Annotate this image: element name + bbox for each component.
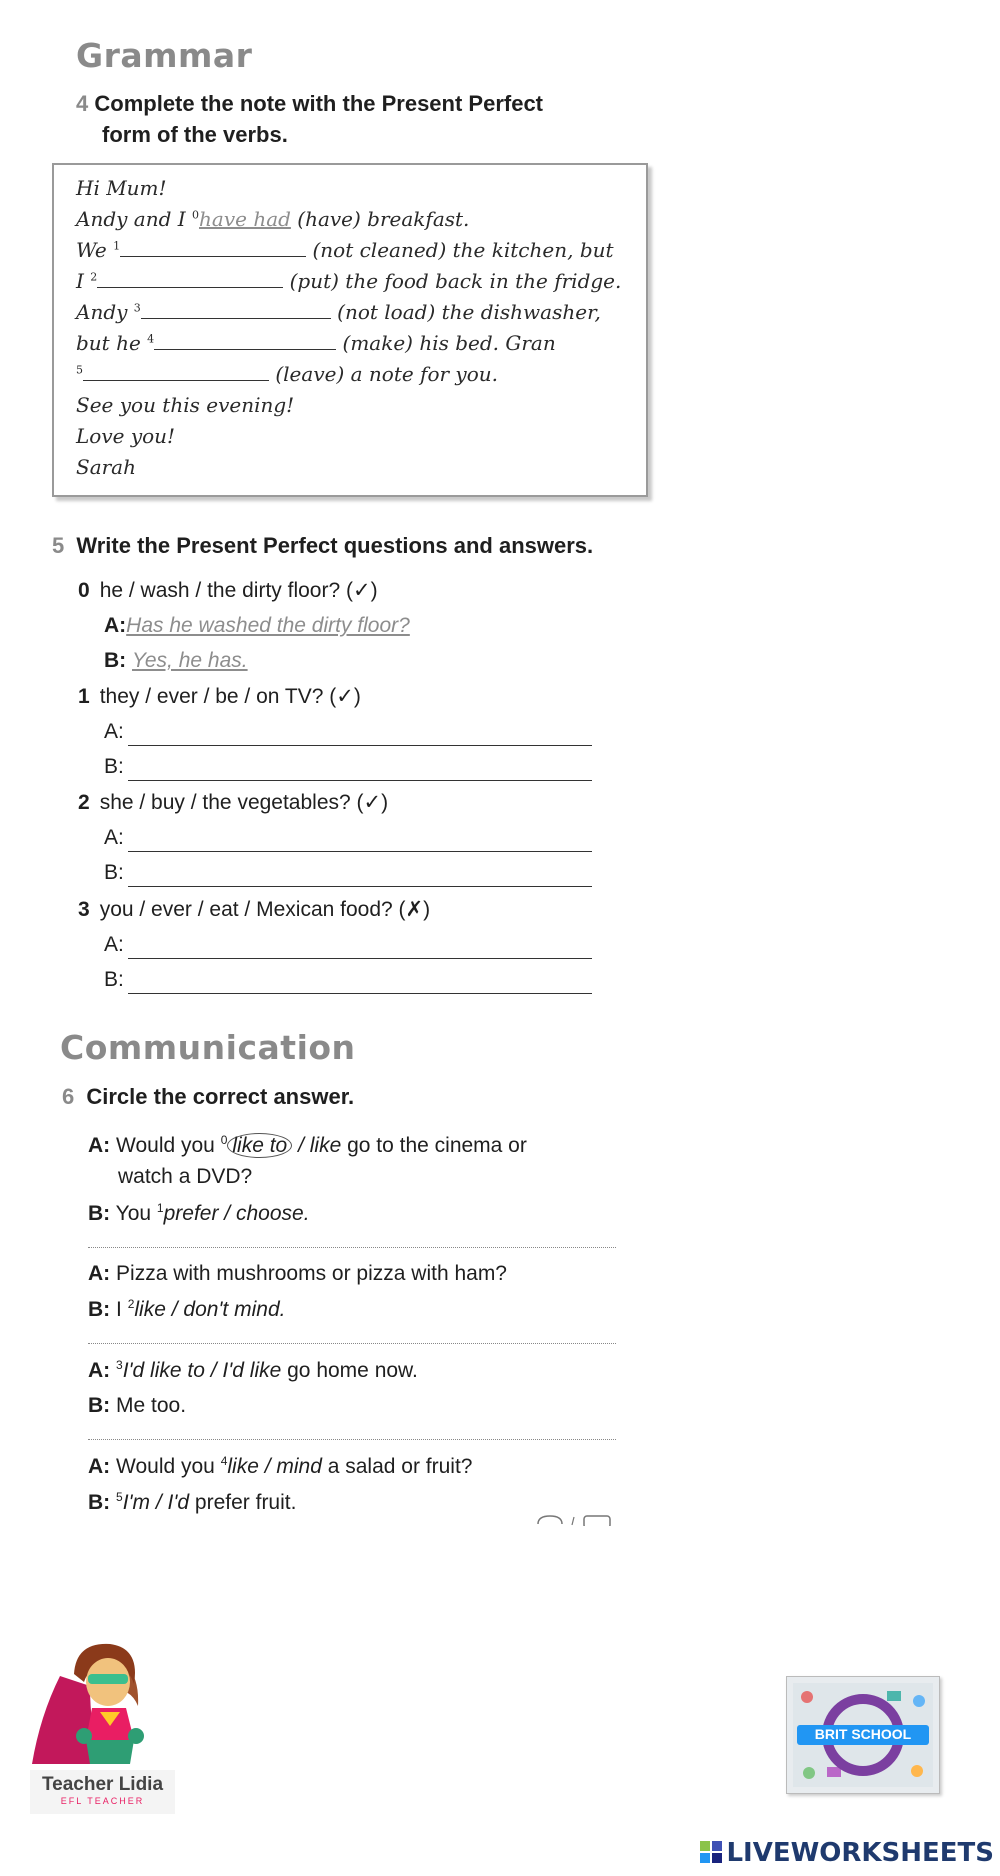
answer-blank-2[interactable] [97,269,283,288]
dialogue-4-a [88,1454,473,1479]
b-label: B: [88,1491,111,1514]
exercise-4-instruction-line2: form of the verbs. [102,122,288,147]
liveworksheets-logo-icon [700,1841,722,1865]
example-answer-b: Yes, he has. [132,649,248,672]
circled-answer[interactable]: like to [227,1133,292,1158]
exercise-5-number: 5 [52,533,65,558]
answer-line-3a[interactable] [128,958,592,959]
a-label: A: [104,933,124,956]
answer-blank-3[interactable] [141,300,331,319]
question-1 [78,684,361,709]
answer-blank-5[interactable] [83,362,269,381]
note-line-1 [76,238,614,262]
answer-options[interactable]: I'd like to / I'd like [122,1359,282,1382]
item-number: 3 [116,1358,123,1372]
note-line-3 [76,300,601,324]
dialogue-text: I [116,1298,128,1321]
communication-heading: Communication [60,1028,356,1067]
dialogue-text: prefer fruit. [189,1491,297,1514]
exercise-4-instruction [76,88,543,150]
exercise-6-instruction [62,1081,354,1112]
note-text: (leave) a note for you. [269,362,498,386]
dialogue-text: Pizza with mushrooms or pizza with ham? [116,1262,507,1285]
answer-line-1b[interactable] [128,780,592,781]
exercise-4-number: 4 [76,91,89,116]
exercise-5-instruction-text: Write the Present Perfect questions and answers. [76,533,594,558]
page-corner-fragment-icon [536,1514,616,1526]
a-label: A: [88,1455,111,1478]
note-line-2 [76,269,621,293]
answer-options[interactable]: like / don't mind. [134,1298,286,1321]
note-text: (put) the food back in the fridge. [283,269,622,293]
answer-options[interactable]: prefer / choose. [163,1202,310,1225]
item-number: 3 [78,898,90,921]
teacher-badge [30,1770,175,1814]
dialogue-1-b [88,1201,310,1226]
brand [700,1838,994,1868]
dialogue-text: go home now. [281,1359,418,1382]
note-text: but he [76,331,148,355]
answer-options[interactable]: I'm / I'd [122,1491,190,1514]
item-number: 1 [113,239,121,253]
dialogue-4-b [88,1490,296,1515]
question-prompt: they / ever / be / on TV? (✓) [99,685,361,708]
answer-a-0 [104,614,410,638]
answer-blank-1[interactable] [120,238,306,257]
answer-option[interactable]: / like [292,1134,342,1157]
question-0 [78,578,378,603]
item-number: 5 [76,363,83,377]
answer-line-2b[interactable] [128,886,592,887]
item-number: 4 [220,1454,228,1468]
b-label: B: [104,649,127,672]
answer-blank-4[interactable] [154,331,336,350]
question-prompt: she / buy / the vegetables? (✓) [99,791,389,814]
dialogue-text: a salad or fruit? [321,1455,473,1478]
note-line-6: See you this evening! [76,393,295,417]
item-number: 0 [78,579,90,602]
question-3 [78,897,430,922]
answer-line-1a[interactable] [128,745,592,746]
dialogue-2-a [88,1262,507,1286]
b-label: B: [88,1202,111,1225]
note-line-0 [76,207,469,231]
b-label: B: [104,755,124,778]
exercise-6-instruction-text: Circle the correct answer. [86,1084,355,1109]
item-number: 4 [147,332,155,346]
item-number: 0 [192,208,200,222]
note-text: (make) his bed. Gran [336,331,556,355]
note-text: (not load) the dishwasher, [330,300,601,324]
exercise-4-instruction-line1: Complete the note with the Present Perfect [94,91,544,116]
school-logo-text: BRIT SCHOOL [814,1726,912,1742]
answer-b-0 [104,649,248,673]
dialogue-1-a [88,1133,527,1158]
exercise-5-instruction [52,530,593,561]
item-number: 2 [127,1297,135,1311]
dialogue-text: go to the cinema or [341,1134,527,1157]
item-number: 1 [78,685,90,708]
item-number: 2 [90,270,98,284]
example-answer-a: Has he washed the dirty floor? [126,614,410,637]
item-number: 2 [78,791,90,814]
question-2 [78,790,388,815]
dialogue-text: You [115,1202,157,1225]
dialogue-text: Would you [116,1455,221,1478]
answer-options[interactable]: like / mind [227,1455,322,1478]
grammar-heading: Grammar [76,36,253,75]
dialogue-text: Me too. [116,1394,187,1417]
dotted-divider [88,1343,616,1344]
note-text: Andy [76,300,134,324]
note-line-5 [76,362,498,386]
a-label: A: [88,1134,111,1157]
note-line-4 [76,331,556,355]
item-number: 3 [133,301,141,315]
answer-line-3b[interactable] [128,993,592,994]
note-line-7: Love you! [76,424,176,448]
dialogue-3-a [88,1358,418,1383]
answer-line-2a[interactable] [128,851,592,852]
dotted-divider [88,1439,616,1440]
b-label: B: [104,861,124,884]
dotted-divider [88,1247,616,1248]
a-label: A: [104,826,124,849]
question-prompt: he / wash / the dirty floor? (✓) [99,579,378,602]
dialogue-text: Would you [116,1134,221,1157]
a-label: A: [88,1262,111,1285]
note-text: (have) breakfast. [290,207,470,231]
note-text: (not cleaned) the kitchen, but [306,238,614,262]
teacher-name: Teacher Lidia [41,1774,164,1795]
dialogue-2-b [88,1297,285,1322]
question-prompt: you / ever / eat / Mexican food? (✗) [99,898,431,921]
a-label: A: [88,1359,111,1382]
example-answer: have had [199,207,291,231]
a-label: A: [104,614,127,637]
exercise-6-number: 6 [62,1084,75,1109]
teacher-role: EFL TEACHER [60,1796,145,1806]
b-label: B: [88,1394,111,1417]
dialogue-3-b [88,1394,186,1418]
b-label: B: [104,968,124,991]
item-number: 0 [220,1133,228,1147]
a-label: A: [104,720,124,743]
item-number: 1 [156,1201,164,1215]
note-text: Andy and I [76,207,193,231]
b-label: B: [88,1298,111,1321]
note-greeting: Hi Mum! [76,176,167,200]
brand-name: LIVEWORKSHEETS [726,1838,994,1868]
note-text: I [76,269,91,293]
teacher-avatar-icon [30,1636,170,1766]
note-text: We [76,238,114,262]
school-logo [786,1676,940,1794]
item-number: 5 [116,1490,123,1504]
note-signature: Sarah [76,455,136,479]
dialogue-1-a-line2: watch a DVD? [118,1165,253,1188]
